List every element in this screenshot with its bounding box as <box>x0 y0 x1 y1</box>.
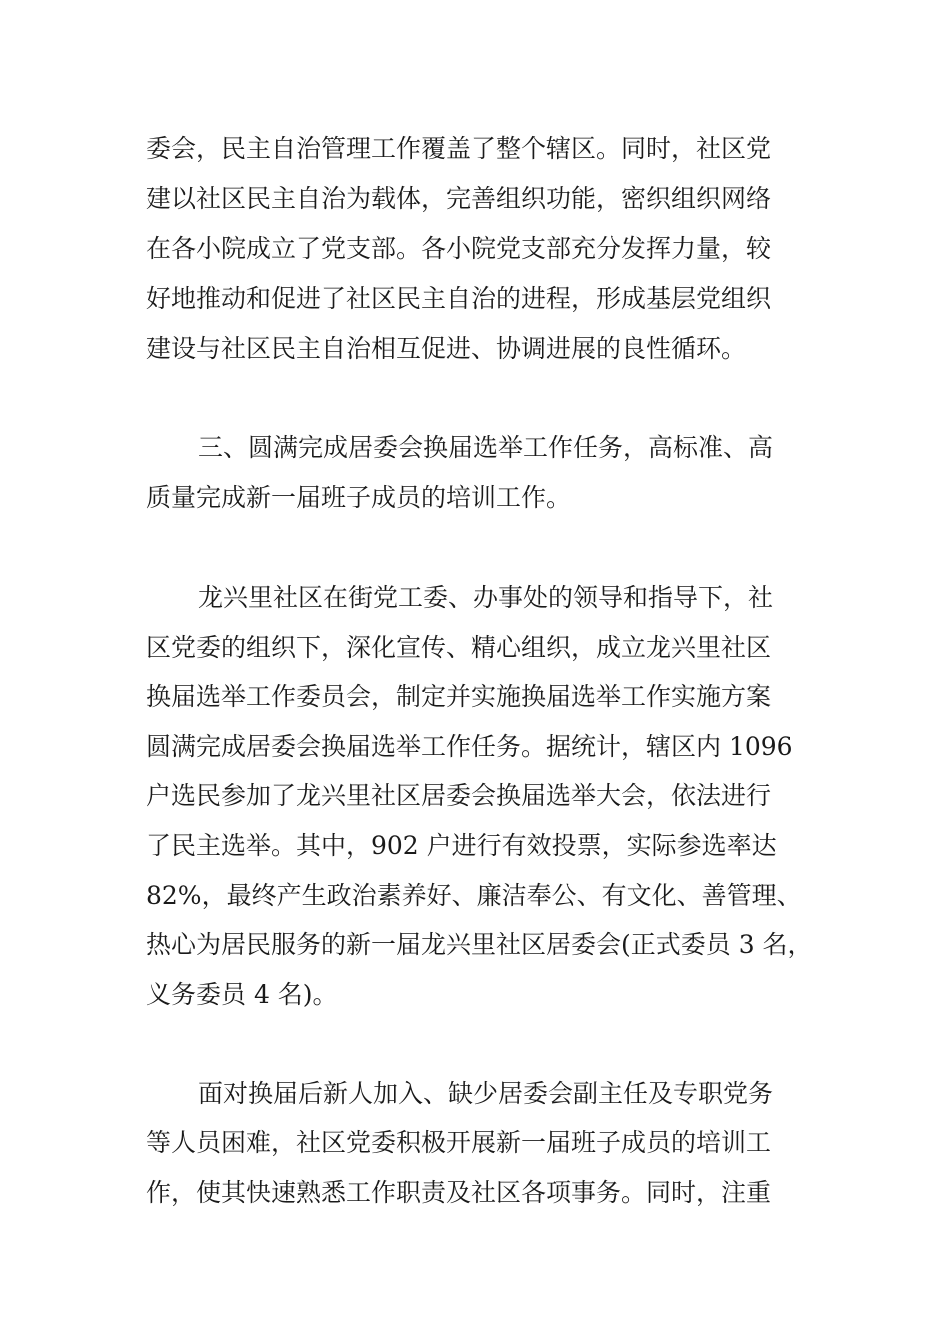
paragraph-1-line-5: 建设与社区民主自治相互促进、协调进展的良性循环。 <box>146 334 747 363</box>
paragraph-3-line-2: 区党委的组织下，深化宣传、精心组织，成立龙兴里社区 <box>146 633 772 662</box>
paragraph-4-line-3: 作，使其快速熟悉工作职责及社区各项事务。同时，注重 <box>146 1178 772 1207</box>
section-heading-line-1: 三、圆满完成居委会换届选举工作任务，高标准、高 <box>198 433 774 462</box>
paragraph-3-line-3: 换届选举工作委员会，制定并实施换届选举工作实施方案 <box>146 682 772 711</box>
paragraph-3-line-5: 户选民参加了龙兴里社区居委会换届选举大会，依法进行 <box>146 781 772 810</box>
paragraph-4-line-2: 等人员困难，社区党委积极开展新一届班子成员的培训工 <box>146 1128 772 1157</box>
paragraph-3-line-9: 义务委员 4 名)。 <box>146 980 338 1009</box>
paragraph-1-line-2: 建以社区民主自治为载体，完善组织功能，密织组织网络 <box>146 184 772 213</box>
paragraph-3-line-6: 了民主选举。其中，902 户进行有效投票，实际参选率达 <box>146 831 777 860</box>
paragraph-1-line-4: 好地推动和促进了社区民主自治的进程，形成基层党组织 <box>146 284 772 313</box>
paragraph-3-line-4: 圆满完成居委会换届选举工作任务。据统计，辖区内 1096 <box>146 732 793 761</box>
paragraph-3-line-8: 热心为居民服务的新一届龙兴里社区居委会(正式委员 3 名， <box>146 930 813 959</box>
paragraph-3-line-1: 龙兴里社区在街党工委、办事处的领导和指导下，社 <box>198 583 774 612</box>
paragraph-3-line-7: 82%，最终产生政治素养好、廉洁奉公、有文化、善管理、 <box>146 881 802 910</box>
paragraph-4-line-1: 面对换届后新人加入、缺少居委会副主任及专职党务 <box>198 1079 774 1108</box>
paragraph-1-line-1: 委会，民主自治管理工作覆盖了整个辖区。同时，社区党 <box>146 134 772 163</box>
section-heading-line-2: 质量完成新一届班子成员的培训工作。 <box>146 483 572 512</box>
paragraph-1-line-3: 在各小院成立了党支部。各小院党支部充分发挥力量，较 <box>146 234 772 263</box>
